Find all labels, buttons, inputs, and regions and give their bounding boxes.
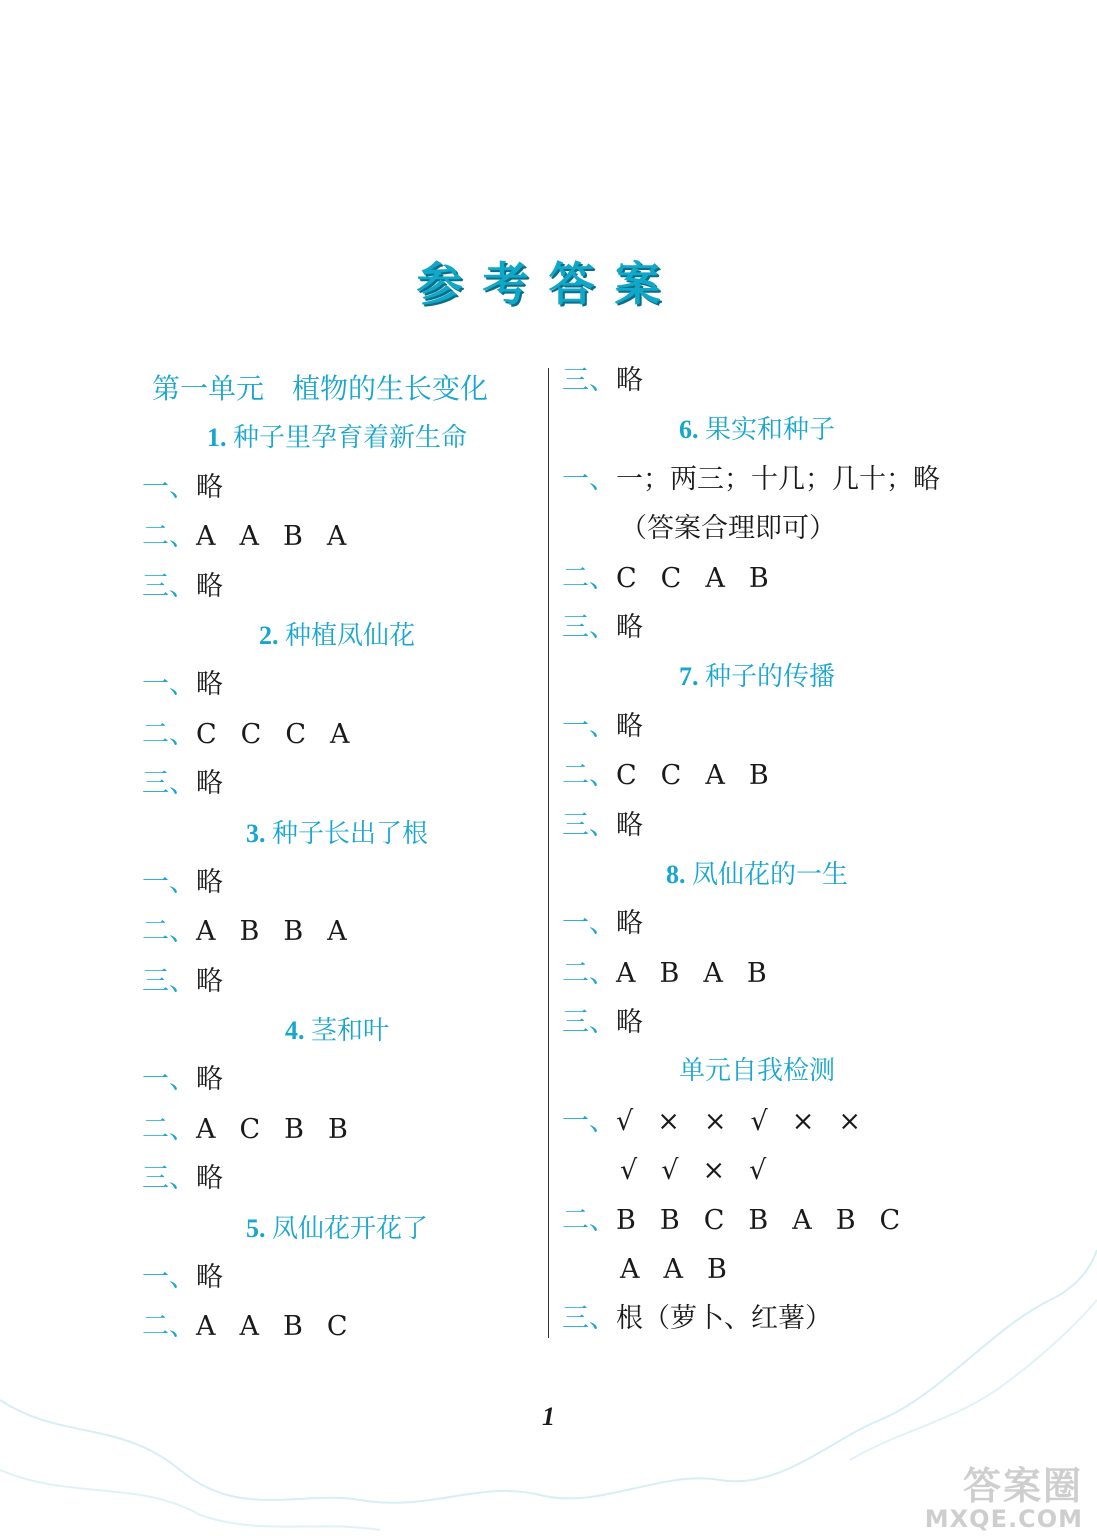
answer-item: C xyxy=(660,562,682,594)
question-label: 三、 xyxy=(562,1007,616,1039)
answer-row xyxy=(142,710,542,759)
answer-items xyxy=(196,521,370,552)
answer-items xyxy=(196,1311,372,1342)
answer-row xyxy=(142,858,542,907)
answer-item: B xyxy=(835,1204,856,1236)
answer-row xyxy=(562,949,982,998)
lesson-number: 5. xyxy=(245,1213,272,1243)
answer-item: 略 xyxy=(196,866,223,898)
answer-row xyxy=(142,759,542,808)
question-label: 一、 xyxy=(562,463,616,495)
answer-items xyxy=(196,719,374,750)
answer-items xyxy=(196,768,247,799)
answer-item: A xyxy=(327,916,347,948)
lesson-name: 凤仙花开花了 xyxy=(271,1213,428,1244)
answer-row xyxy=(562,356,982,405)
answer-item: 略 xyxy=(616,908,643,940)
answer-item: B xyxy=(328,1113,348,1145)
answer-item: 略 xyxy=(196,965,223,997)
question-label: 三、 xyxy=(142,1163,196,1195)
answer-items xyxy=(196,1064,247,1095)
answer-row xyxy=(562,801,982,850)
answer-item: B xyxy=(283,1311,303,1343)
question-label: 一、 xyxy=(142,471,196,503)
question-label: 三、 xyxy=(142,965,196,997)
answer-item: C xyxy=(616,562,637,594)
answer-item: C xyxy=(879,1204,901,1236)
answer-row xyxy=(142,463,542,512)
question-label: 二、 xyxy=(562,562,616,594)
lesson-number: 3. xyxy=(245,818,272,848)
lesson-name: 单元自我检测 xyxy=(678,1056,835,1087)
left-column xyxy=(142,364,542,1352)
question-label: 二、 xyxy=(142,718,196,750)
answer-item: B xyxy=(746,957,767,989)
answer-item: 一；两三；十几；几十；略 xyxy=(616,463,940,495)
answer-row xyxy=(562,455,982,504)
answer-item: 略 xyxy=(196,1163,223,1195)
lesson-name: 茎和叶 xyxy=(310,1016,389,1047)
answer-continuation xyxy=(562,1146,982,1195)
answer-item: × xyxy=(791,1105,815,1137)
answer-item: A xyxy=(239,521,259,553)
answer-item: C xyxy=(703,1204,725,1236)
answer-item: 略 xyxy=(196,570,223,602)
answer-item: B xyxy=(283,916,304,948)
answer-item: B xyxy=(616,1204,636,1236)
watermark-bottom: MXQE.COM xyxy=(924,1505,1083,1533)
answer-item: 略 xyxy=(616,1007,643,1039)
question-label: 一、 xyxy=(562,908,616,940)
answer-row xyxy=(142,907,542,956)
answer-items xyxy=(196,1114,372,1145)
answer-item: 略 xyxy=(196,1262,223,1294)
answer-item: A xyxy=(705,760,725,792)
answer-items xyxy=(616,464,964,495)
answer-item: 略 xyxy=(196,1064,223,1096)
question-label: 二、 xyxy=(142,1311,196,1343)
lesson-number: 8. xyxy=(665,859,692,889)
answer-item: B xyxy=(748,760,769,792)
lesson-number: 4. xyxy=(284,1016,311,1046)
answer-items xyxy=(616,1205,924,1236)
answer-item: √ xyxy=(661,1155,679,1187)
answer-row xyxy=(562,1097,982,1146)
answer-item: A xyxy=(326,521,347,553)
lesson-title xyxy=(142,1006,532,1055)
answer-item: C xyxy=(660,760,682,792)
column-divider xyxy=(548,368,549,1338)
answer-item: 略 xyxy=(616,809,643,841)
watermark-top: 答案圈 xyxy=(962,1464,1083,1508)
answer-row xyxy=(142,1105,542,1154)
answer-item: 略 xyxy=(196,768,223,800)
lesson-name: 种植凤仙花 xyxy=(284,620,415,651)
answer-row xyxy=(142,1154,542,1203)
answer-item: （答案合理即可） xyxy=(620,513,836,545)
answer-items xyxy=(616,958,791,989)
answer-row xyxy=(562,603,982,652)
question-label: 三、 xyxy=(562,611,616,643)
question-label: 二、 xyxy=(142,521,196,553)
answer-item: B xyxy=(239,916,260,948)
answer-row xyxy=(142,512,542,561)
answer-item: B xyxy=(659,1204,680,1236)
answer-item: × xyxy=(702,1155,726,1187)
lesson-title xyxy=(142,809,532,858)
answer-item: √ xyxy=(750,1105,768,1137)
page-number: 1 xyxy=(542,1402,555,1431)
answer-item: A xyxy=(663,1254,683,1286)
answer-row xyxy=(562,1294,982,1343)
answer-item: A xyxy=(620,1254,640,1286)
question-label: 一、 xyxy=(142,1262,196,1294)
lesson-title xyxy=(562,1047,952,1096)
answer-items xyxy=(196,571,247,602)
answer-items xyxy=(616,760,793,791)
answer-row xyxy=(142,562,542,611)
answer-row xyxy=(562,1196,982,1245)
answer-row xyxy=(142,1302,542,1351)
answer-item: 根（萝卜、红薯） xyxy=(616,1303,832,1335)
question-label: 一、 xyxy=(142,866,196,898)
answer-items xyxy=(616,612,667,643)
answer-item: B xyxy=(659,957,680,989)
answer-continuation xyxy=(562,504,982,553)
lesson-title xyxy=(562,652,952,701)
answer-item: A xyxy=(239,1311,259,1343)
answer-row xyxy=(562,899,982,948)
answer-item: C xyxy=(240,718,262,750)
answer-item: A xyxy=(792,1204,812,1236)
answer-row xyxy=(562,998,982,1047)
question-label: 二、 xyxy=(562,1204,616,1236)
lesson-title xyxy=(142,1204,532,1253)
answer-items xyxy=(616,1106,885,1137)
question-label: 一、 xyxy=(562,710,616,742)
answer-items xyxy=(196,1262,247,1293)
answer-item: A xyxy=(196,521,216,553)
answer-items xyxy=(616,1007,667,1038)
question-label: 二、 xyxy=(562,760,616,792)
answer-item: B xyxy=(707,1254,727,1286)
answer-item: C xyxy=(285,718,307,750)
answer-items xyxy=(616,908,667,939)
question-label: 一、 xyxy=(142,1064,196,1096)
answer-items xyxy=(616,563,793,594)
question-label: 三、 xyxy=(142,768,196,800)
answer-item: A xyxy=(196,1311,216,1343)
answer-item: A xyxy=(616,957,636,989)
answer-item: × xyxy=(657,1105,680,1137)
answer-items xyxy=(196,867,247,898)
answer-item: 略 xyxy=(616,710,643,742)
lesson-number: 6. xyxy=(678,415,705,445)
answer-row xyxy=(562,751,982,800)
lesson-number: 2. xyxy=(258,620,285,650)
answer-item: B xyxy=(748,1204,769,1236)
answer-items xyxy=(616,1303,856,1334)
question-label: 一、 xyxy=(142,669,196,701)
answer-items xyxy=(616,365,667,396)
answer-items xyxy=(196,966,247,997)
answer-item: √ xyxy=(620,1155,638,1187)
question-label: 三、 xyxy=(562,809,616,841)
lesson-name: 种子的传播 xyxy=(704,662,835,693)
answer-row xyxy=(562,702,982,751)
question-label: 三、 xyxy=(142,570,196,602)
answer-items xyxy=(196,1163,247,1194)
answer-item: × xyxy=(838,1105,861,1137)
answer-item: 略 xyxy=(616,611,643,643)
answer-item: √ xyxy=(749,1155,767,1187)
answer-row xyxy=(142,1055,542,1104)
answer-continuation xyxy=(562,1245,982,1294)
unit-title: 第一单元 植物的生长变化 xyxy=(152,372,489,405)
answer-row xyxy=(142,660,542,709)
answer-item: B xyxy=(283,521,303,553)
answer-item: 略 xyxy=(196,471,223,503)
lesson-title xyxy=(562,850,952,899)
question-label: 一、 xyxy=(562,1105,616,1137)
lesson-name: 果实和种子 xyxy=(704,415,835,446)
answer-items xyxy=(616,711,667,742)
lesson-number: 7. xyxy=(678,662,705,692)
answer-item: B xyxy=(748,562,769,594)
answer-item: C xyxy=(196,718,217,750)
answer-item: A xyxy=(705,562,725,594)
answer-items xyxy=(196,472,247,503)
answer-item: C xyxy=(326,1311,348,1343)
lesson-title xyxy=(142,413,532,462)
answer-item: A xyxy=(703,957,723,989)
answer-item: 略 xyxy=(616,365,643,396)
answer-item: √ xyxy=(616,1105,634,1137)
right-column xyxy=(562,356,982,1344)
answer-row xyxy=(562,554,982,603)
lesson-number: 1. xyxy=(206,423,233,453)
answer-items xyxy=(196,669,247,700)
answer-item: 略 xyxy=(196,669,223,701)
lesson-name: 种子里孕育着新生命 xyxy=(232,423,467,454)
question-label: 三、 xyxy=(562,1303,616,1335)
watermark-logo xyxy=(893,1466,1083,1534)
answer-item: × xyxy=(703,1105,727,1137)
question-label: 二、 xyxy=(142,1113,196,1145)
answer-items xyxy=(196,916,371,947)
lesson-name: 凤仙花的一生 xyxy=(691,859,848,890)
answer-item: C xyxy=(239,1113,261,1145)
answer-row xyxy=(142,1253,542,1302)
answer-item: A xyxy=(196,1113,216,1145)
page-title: 参考答案 xyxy=(416,257,681,311)
lesson-title xyxy=(562,405,952,454)
answer-item: A xyxy=(196,916,216,948)
question-label: 二、 xyxy=(142,916,196,948)
question-label: 二、 xyxy=(562,957,616,989)
question-label: 三、 xyxy=(562,365,616,396)
answer-items xyxy=(616,810,667,841)
answer-item: C xyxy=(616,760,637,792)
lesson-name: 种子长出了根 xyxy=(271,818,428,849)
lesson-title xyxy=(142,611,532,660)
answer-item: A xyxy=(330,718,350,750)
answer-item: B xyxy=(284,1113,305,1145)
answer-row xyxy=(142,957,542,1006)
